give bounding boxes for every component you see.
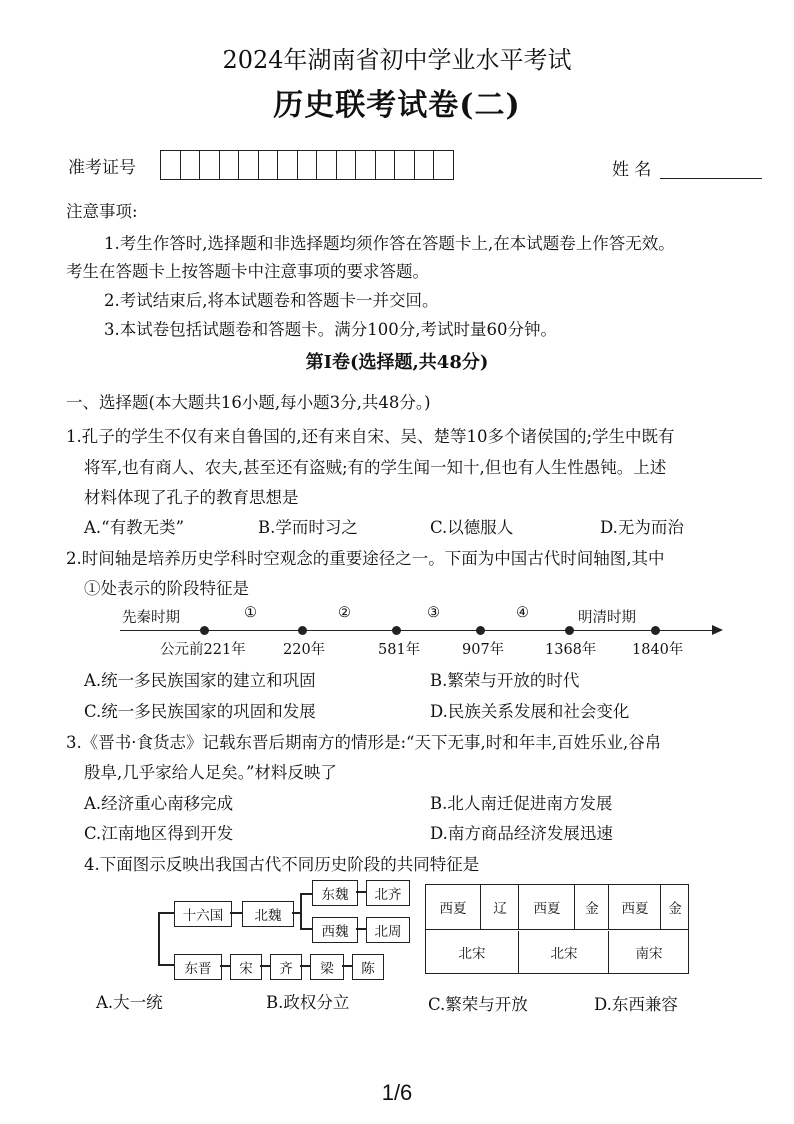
q1-option-b[interactable]: B.学而时习之 bbox=[258, 518, 358, 537]
q3-option-d[interactable]: D.南方商品经济发展迅速 bbox=[430, 824, 613, 843]
timeline-axis bbox=[120, 630, 715, 631]
regime-box: 北周 bbox=[366, 917, 410, 943]
paper-title: 历史联考试卷(二) bbox=[273, 88, 521, 123]
connector bbox=[300, 965, 310, 967]
connector bbox=[220, 965, 230, 967]
regime-box: 齐 bbox=[270, 954, 302, 980]
timeline-date: 1368年 bbox=[545, 642, 597, 658]
connector bbox=[158, 912, 160, 966]
table-cell: 金 bbox=[576, 885, 609, 929]
q3-option-c[interactable]: C.江南地区得到开发 bbox=[84, 824, 234, 843]
table-divider bbox=[426, 929, 688, 930]
timeline-arrow-icon bbox=[712, 625, 723, 635]
q1-option-d[interactable]: D.无为而治 bbox=[600, 518, 684, 537]
timeline-dot bbox=[476, 626, 485, 635]
table-cell: 西夏 bbox=[426, 885, 481, 929]
q2-option-a[interactable]: A.统一多民族国家的建立和巩固 bbox=[84, 671, 316, 690]
q2-stem-line2: ①处表示的阶段特征是 bbox=[84, 579, 249, 598]
timeline-dot bbox=[392, 626, 401, 635]
q2-option-d[interactable]: D.民族关系发展和社会变化 bbox=[430, 702, 630, 721]
regime-box: 西魏 bbox=[312, 917, 358, 943]
q1-stem-line1: 1.孔子的学生不仅有来自鲁国的,还有来自宋、吴、楚等10多个诸侯国的;学生中既有 bbox=[66, 427, 675, 446]
timeline-dot bbox=[565, 626, 574, 635]
q1-stem-line2: 将军,也有商人、农夫,甚至还有盗贼;有的学生闻一知十,但也有人生性愚钝。上述 bbox=[84, 458, 667, 477]
timeline-date: 581年 bbox=[378, 642, 421, 658]
notes-heading: 注意事项: bbox=[66, 202, 138, 221]
connector bbox=[342, 965, 352, 967]
connector bbox=[230, 912, 242, 914]
q1-option-a[interactable]: A.“有教无类” bbox=[84, 518, 185, 537]
timeline-dot bbox=[298, 626, 307, 635]
q3-stem-line2: 殷阜,几乎家给人足矣。”材料反映了 bbox=[84, 763, 337, 782]
connector bbox=[260, 965, 270, 967]
regime-box: 宋 bbox=[230, 954, 262, 980]
part-heading: 一、选择题(本大题共16小题,每小题3分,共48分。) bbox=[66, 393, 431, 412]
regime-box: 北齐 bbox=[366, 880, 410, 906]
timeline-date: 公元前221年 bbox=[160, 642, 246, 658]
q2-stem-line1: 2.时间轴是培养历史学科时空观念的重要途径之一。下面为中国古代时间轴图,其中 bbox=[66, 549, 665, 568]
id-number-boxes[interactable] bbox=[160, 150, 454, 180]
timeline-period: ① bbox=[244, 605, 257, 621]
q1-option-c[interactable]: C.以德服人 bbox=[430, 518, 514, 537]
q3-option-a[interactable]: A.经济重心南移完成 bbox=[84, 794, 234, 813]
name-field[interactable] bbox=[660, 178, 762, 179]
regime-box: 东晋 bbox=[174, 954, 222, 980]
connector bbox=[356, 928, 366, 930]
table-cell: 西夏 bbox=[610, 885, 661, 929]
timeline-date: 907年 bbox=[462, 642, 505, 658]
timeline-dot bbox=[200, 626, 209, 635]
regime-box: 陈 bbox=[352, 954, 384, 980]
table-cell: 南宋 bbox=[635, 946, 663, 962]
timeline-period: ③ bbox=[427, 605, 440, 621]
name-label: 姓 名 bbox=[612, 160, 652, 180]
table-cell: 西夏 bbox=[520, 885, 575, 929]
note-1-cont: 考生在答题卡上按答题卡中注意事项的要求答题。 bbox=[66, 262, 429, 281]
timeline-date: 1840年 bbox=[632, 642, 684, 658]
regime-box: 东魏 bbox=[312, 880, 358, 906]
id-label: 准考证号 bbox=[68, 158, 136, 178]
table-cell: 金 bbox=[668, 901, 682, 917]
q2-option-b[interactable]: B.繁荣与开放的时代 bbox=[430, 671, 580, 690]
q4-option-a[interactable]: A.大一统 bbox=[96, 993, 163, 1012]
note-1: 1.考生作答时,选择题和非选择题均须作答在答题卡上,在本试题卷上作答无效。 bbox=[104, 234, 675, 253]
q2-option-c[interactable]: C.统一多民族国家的巩固和发展 bbox=[84, 702, 316, 721]
regime-table bbox=[425, 884, 689, 974]
table-cell: 北宋 bbox=[520, 931, 609, 973]
page-number: 1/6 bbox=[381, 1080, 413, 1105]
note-2: 2.考试结束后,将本试题卷和答题卡一并交回。 bbox=[104, 291, 439, 310]
connector bbox=[300, 893, 302, 930]
connector bbox=[356, 891, 366, 893]
q3-option-b[interactable]: B.北人南迁促进南方发展 bbox=[430, 794, 613, 813]
regime-box: 十六国 bbox=[174, 901, 232, 927]
regime-box: 梁 bbox=[310, 954, 344, 980]
q4-stem: 4.下面图示反映出我国古代不同历史阶段的共同特征是 bbox=[84, 855, 480, 874]
timeline-date: 220年 bbox=[283, 642, 326, 658]
timeline-period: ④ bbox=[516, 605, 529, 621]
timeline-period: 先秦时期 bbox=[122, 610, 180, 626]
note-3: 3.本试卷包括试题卷和答题卡。满分100分,考试时量60分钟。 bbox=[104, 320, 557, 339]
table-cell: 北宋 bbox=[426, 931, 519, 973]
q4-option-d[interactable]: D.东西兼容 bbox=[594, 995, 678, 1014]
table-cell: 辽 bbox=[482, 885, 519, 929]
q3-stem-line1: 3.《晋书·食货志》记载东晋后期南方的情形是:“天下无事,时和年丰,百姓乐业,谷帛 bbox=[66, 733, 662, 752]
q1-stem-line3: 材料体现了孔子的教育思想是 bbox=[84, 488, 299, 507]
exam-title: 2024年湖南省初中学业水平考试 bbox=[222, 46, 572, 74]
q4-option-b[interactable]: B.政权分立 bbox=[266, 993, 350, 1012]
regime-box: 北魏 bbox=[242, 901, 294, 927]
q4-option-c[interactable]: C.繁荣与开放 bbox=[428, 995, 528, 1014]
timeline-period: 明清时期 bbox=[578, 610, 636, 626]
section-title: 第Ⅰ卷(选择题,共48分) bbox=[305, 352, 489, 373]
timeline-period: ② bbox=[338, 605, 351, 621]
timeline-dot bbox=[651, 626, 660, 635]
